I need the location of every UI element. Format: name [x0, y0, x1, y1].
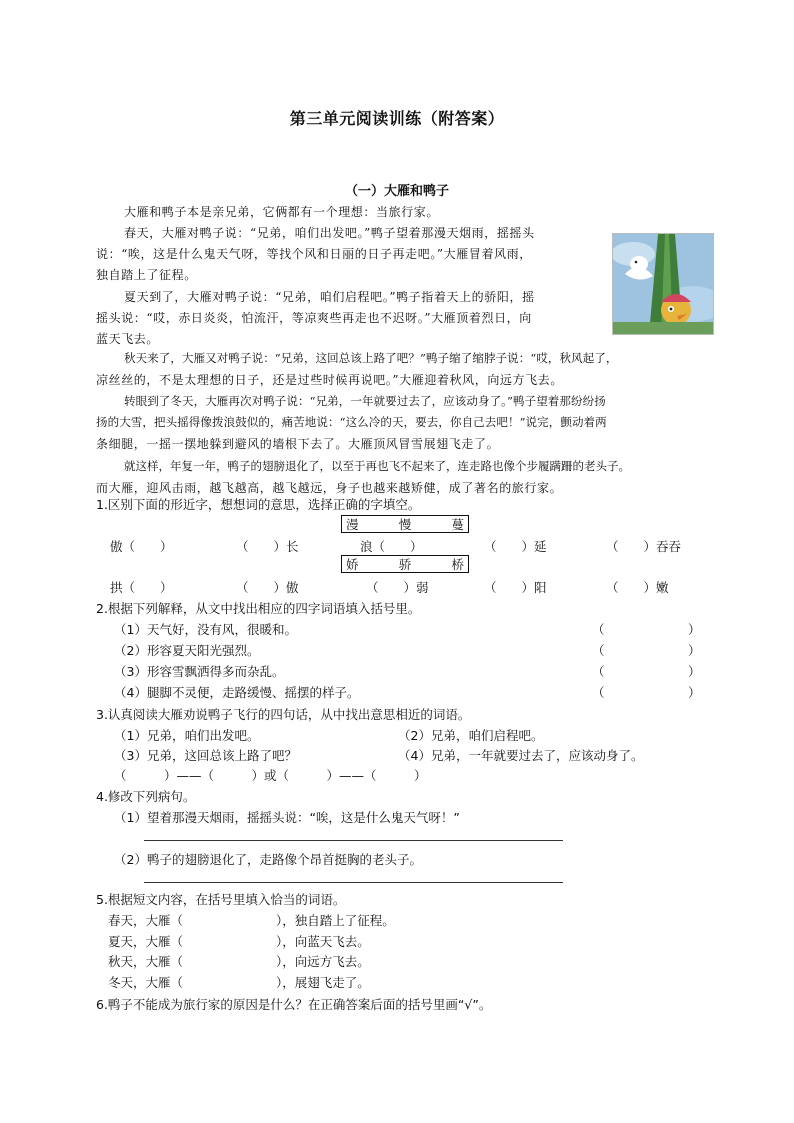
- question-item: （4）腿脚不灵便，走路缓慢、摇摆的样子。: [114, 685, 360, 700]
- fill-row-tail: ），独自踏上了征程。: [276, 913, 395, 928]
- fill-blank[interactable]: 浪（ ）: [360, 539, 423, 554]
- story-line: 转眼到了冬天，大雁再次对鸭子说：“兄弟，一年就要过去了，应该动身了。”鸭子望着那纷纷扬: [124, 394, 606, 408]
- fill-row-tail: ），展翅飞走了。: [276, 975, 370, 990]
- question-6-prompt: 6.鸭子不能成为旅行家的原因是什么？在正确答案后面的括号里画“√”。: [96, 997, 492, 1012]
- char-option: 骄: [398, 557, 412, 572]
- char-option: 蔓: [451, 517, 464, 532]
- char-option: 桥: [451, 557, 464, 572]
- story-line: 条细腿，一摇一摆地躲到避风的墙根下去了。大雁顶风冒雪展翅飞走了。: [96, 437, 500, 451]
- char-box-2: [341, 555, 469, 573]
- char-option: 漫: [346, 517, 359, 532]
- question-item: （1）望着那漫天烟雨，摇摇头说：“唉，这是什么鬼天气呀！”: [114, 810, 460, 825]
- answer-line[interactable]: [144, 840, 563, 841]
- fill-row-tail: ），向远方飞去。: [276, 954, 370, 969]
- question-item: （4）兄弟，一年就要过去了，应该动身了。: [398, 748, 644, 763]
- story-line: 大雁和鸭子本是亲兄弟，它俩都有一个理想：当旅行家。: [124, 205, 440, 219]
- question-item: （1）兄弟，咱们出发吧。: [114, 728, 260, 743]
- story-line: 夏天到了，大雁对鸭子说：“兄弟，咱们启程吧。”鸭子指着天上的骄阳，摇: [124, 290, 535, 304]
- fill-blank[interactable]: （ ）傲: [236, 580, 299, 595]
- answer-line[interactable]: [144, 882, 563, 883]
- story-line: 扬的大雪，把头摇得像拨浪鼓似的，痛苦地说：“这么冷的天，要去，你自己去吧！”说完，颤动着两: [96, 415, 607, 429]
- question-item: （3）形容雪飘洒得多而杂乱。: [114, 664, 285, 679]
- fill-row-lead: 夏天，大雁（: [108, 934, 184, 949]
- fill-blank[interactable]: （ ）嫩: [606, 580, 669, 595]
- question-3-prompt: 3.认真阅读大雁劝说鸭子飞行的四句话，从中找出意思相近的词语。: [96, 707, 471, 722]
- answer-blanks[interactable]: （ ）——（ ）或（ ）——（ ）: [114, 768, 427, 783]
- story-line: 春天，大雁对鸭子说：“兄弟，咱们出发吧。”鸭子望着那漫天烟雨，摇摇头: [124, 226, 535, 240]
- fill-blank[interactable]: （ ）长: [236, 539, 299, 554]
- story-line: 独自踏上了征程。: [96, 268, 197, 282]
- question-item: （2）形容夏天阳光强烈。: [114, 643, 260, 658]
- question-1-prompt: 1.区别下面的形近字，想想词的意思，选择正确的字填空。: [96, 497, 421, 512]
- question-item: （2）鸭子的翅膀退化了，走路像个昂首挺胸的老头子。: [114, 852, 422, 867]
- story-line: 蓝天飞去。: [96, 332, 160, 346]
- story-line: 凉丝丝的，不是太理想的日子，还是过些时候再说吧。”大雁迎着秋风，向远方飞去。: [96, 373, 563, 387]
- page-title: 第三单元阅读训练（附答案）: [289, 109, 505, 128]
- answer-paren-close[interactable]: ）: [688, 643, 701, 658]
- story-line: 摇头说：“哎，赤日炎炎，怕流汗，等凉爽些再走也不迟呀。”大雁顶着烈日，向: [96, 311, 532, 325]
- fill-blank[interactable]: （ ）阳: [484, 580, 547, 595]
- fill-blank[interactable]: （ ）吞吞: [606, 539, 682, 554]
- story-line: 而大雁，迎风击雨，越飞越高，越飞越远，身子也越来越矫健，成了著名的旅行家。: [96, 481, 563, 495]
- fill-row-tail: ），向蓝天飞去。: [276, 934, 370, 949]
- question-item: （2）兄弟，咱们启程吧。: [398, 728, 544, 743]
- question-5-prompt: 5.根据短文内容，在括号里填入恰当的词语。: [96, 892, 346, 907]
- fill-row-lead: 春天，大雁（: [108, 913, 184, 928]
- answer-paren-open[interactable]: （: [592, 664, 605, 679]
- answer-paren-close[interactable]: ）: [688, 685, 701, 700]
- story-line: 说：“唉，这是什么鬼天气呀，等找个风和日丽的日子再走吧。”大雁冒着风雨，: [96, 247, 532, 261]
- question-2-prompt: 2.根据下列解释，从文中找出相应的四字词语填入括号里。: [96, 601, 421, 616]
- answer-paren-open[interactable]: （: [592, 685, 605, 700]
- story-line: 就这样，年复一年，鸭子的翅膀退化了，以至于再也飞不起来了，连走路也像个步履蹒跚的老头子。: [124, 459, 630, 473]
- fill-blank[interactable]: （ ）延: [484, 539, 547, 554]
- fill-blank[interactable]: 拱（ ）: [110, 580, 173, 595]
- fill-row-lead: 冬天，大雁（: [108, 975, 184, 990]
- fill-row-lead: 秋天，大雁（: [108, 954, 184, 969]
- fill-blank[interactable]: 傲（ ）: [110, 539, 173, 554]
- answer-paren-close[interactable]: ）: [688, 622, 701, 637]
- fill-blank[interactable]: （ ）弱: [366, 580, 429, 595]
- char-option: 娇: [346, 557, 359, 572]
- answer-paren-open[interactable]: （: [592, 643, 605, 658]
- section-title: （一）大雁和鸭子: [344, 184, 449, 199]
- duck-and-goose-illustration: [612, 233, 714, 335]
- story-line: 秋天来了，大雁又对鸭子说：“兄弟，这回总该上路了吧？”鸭子缩了缩脖子说：“哎，秋风起了，: [124, 351, 618, 365]
- char-box-1: [341, 515, 469, 533]
- answer-paren-open[interactable]: （: [592, 622, 605, 637]
- question-item: （1）天气好，没有风，很暖和。: [114, 622, 297, 637]
- question-4-prompt: 4.修改下列病句。: [96, 789, 196, 804]
- char-option: 慢: [398, 517, 412, 532]
- answer-paren-close[interactable]: ）: [688, 664, 701, 679]
- question-item: （3）兄弟，这回总该上路了吧？: [114, 748, 297, 763]
